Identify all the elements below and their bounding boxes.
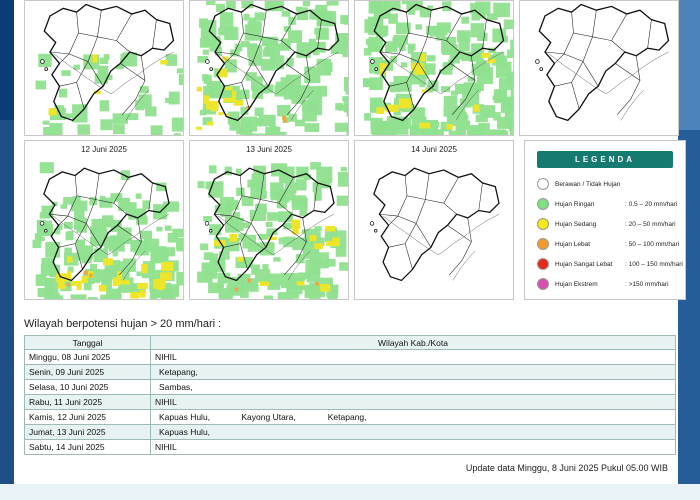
forecast-sheet: [14, 0, 683, 484]
region-name: Sambas,: [159, 382, 193, 392]
rain-map: [355, 141, 514, 300]
legend-dot: [537, 278, 549, 290]
legend-name: Hujan Sangat Lebat: [555, 260, 613, 268]
legend-name: Hujan Ringan: [555, 200, 595, 208]
row-regions: [151, 410, 676, 425]
rain-map: [190, 1, 349, 136]
rain-map: [25, 141, 184, 300]
row-regions: [151, 365, 676, 380]
potential-rain-label: Wilayah berpotensi hujan > 20 mm/hari :: [24, 318, 222, 330]
region-name: NIHIL: [155, 352, 177, 362]
legend-dot: [537, 258, 549, 270]
update-timestamp: Update data Minggu, 8 Juni 2025 Pukul 05.00 WIB: [465, 463, 668, 473]
region-name: Ketapang,: [159, 367, 198, 377]
legend-item: [537, 177, 620, 191]
region-name: Kapuas Hulu,: [159, 412, 211, 422]
rain-map: [520, 1, 679, 136]
map-date: 13 Juni 2025: [246, 145, 292, 154]
legend: [524, 140, 686, 300]
row-regions: [151, 425, 676, 440]
row-date: Rabu, 11 Juni 2025: [25, 395, 151, 410]
map-panel-1: [24, 0, 184, 136]
region-name: NIHIL: [155, 442, 177, 452]
legend-dot: [537, 178, 549, 190]
table-row: [25, 395, 676, 410]
legend-dot: [537, 218, 549, 230]
map-panel-2: [189, 0, 349, 136]
region-name: Kayong Utara,: [241, 412, 296, 422]
map-grid: [24, 0, 683, 300]
table-row: [25, 425, 676, 440]
legend-name: Hujan Ekstrem: [555, 280, 598, 288]
row-date: Jumat, 13 Juni 2025: [25, 425, 151, 440]
legend-range: : 0.5 – 20 mm/hari: [625, 200, 678, 208]
row-regions: [151, 380, 676, 395]
row-regions: [151, 350, 676, 365]
legend-item: [537, 217, 676, 231]
header-region: Wilayah Kab./Kota: [151, 336, 676, 350]
legend-range: : 20 – 50 mm/hari: [625, 220, 676, 228]
row-date: Sabtu, 14 Juni 2025: [25, 440, 151, 455]
legend-item: [537, 237, 679, 251]
table-row: [25, 350, 676, 365]
rain-map: [25, 1, 184, 136]
legend-range: : >150 mm/hari: [625, 280, 669, 288]
rain-potential-table: [24, 335, 676, 455]
map-panel-3: [354, 0, 514, 136]
legend-range: : 100 – 150 mm/hari: [625, 260, 683, 268]
legend-item: [537, 197, 677, 211]
rain-map: [355, 1, 514, 136]
map-panel-12-juni: [24, 140, 184, 300]
row-date: Kamis, 12 Juni 2025: [25, 410, 151, 425]
bottom-band: [0, 484, 700, 500]
rain-map: [190, 141, 349, 300]
map-panel-13-juni: [189, 140, 349, 300]
left-edge-band: [0, 0, 14, 500]
legend-name: Hujan Sedang: [555, 220, 597, 228]
legend-item: [537, 277, 669, 291]
row-date: Minggu, 08 Juni 2025: [25, 350, 151, 365]
map-panel-14-juni: [354, 140, 514, 300]
region-name: Kapuas Hulu,: [159, 427, 211, 437]
legend-item: [537, 257, 683, 271]
row-regions: [151, 440, 676, 455]
legend-dot: [537, 198, 549, 210]
map-panel-4: [519, 0, 679, 136]
legend-name: Hujan Lebat: [555, 240, 591, 248]
legend-dot: [537, 238, 549, 250]
row-date: Senin, 09 Juni 2025: [25, 365, 151, 380]
legend-name: Berawan / Tidak Hujan: [555, 180, 621, 188]
table-row: [25, 440, 676, 455]
legend-range: : 50 – 100 mm/hari: [625, 240, 680, 248]
map-date: 12 Juni 2025: [81, 145, 127, 154]
row-regions: [151, 395, 676, 410]
legend-title: LEGENDA: [537, 151, 673, 168]
row-date: Selasa, 10 Juni 2025: [25, 380, 151, 395]
region-name: NIHIL: [155, 397, 177, 407]
table-row: [25, 410, 676, 425]
table-row: [25, 380, 676, 395]
region-name: Ketapang,: [327, 412, 367, 422]
table-header-row: [25, 336, 676, 350]
table-row: [25, 365, 676, 380]
header-date: Tanggal: [25, 336, 151, 350]
map-date: 14 Juni 2025: [411, 145, 457, 154]
